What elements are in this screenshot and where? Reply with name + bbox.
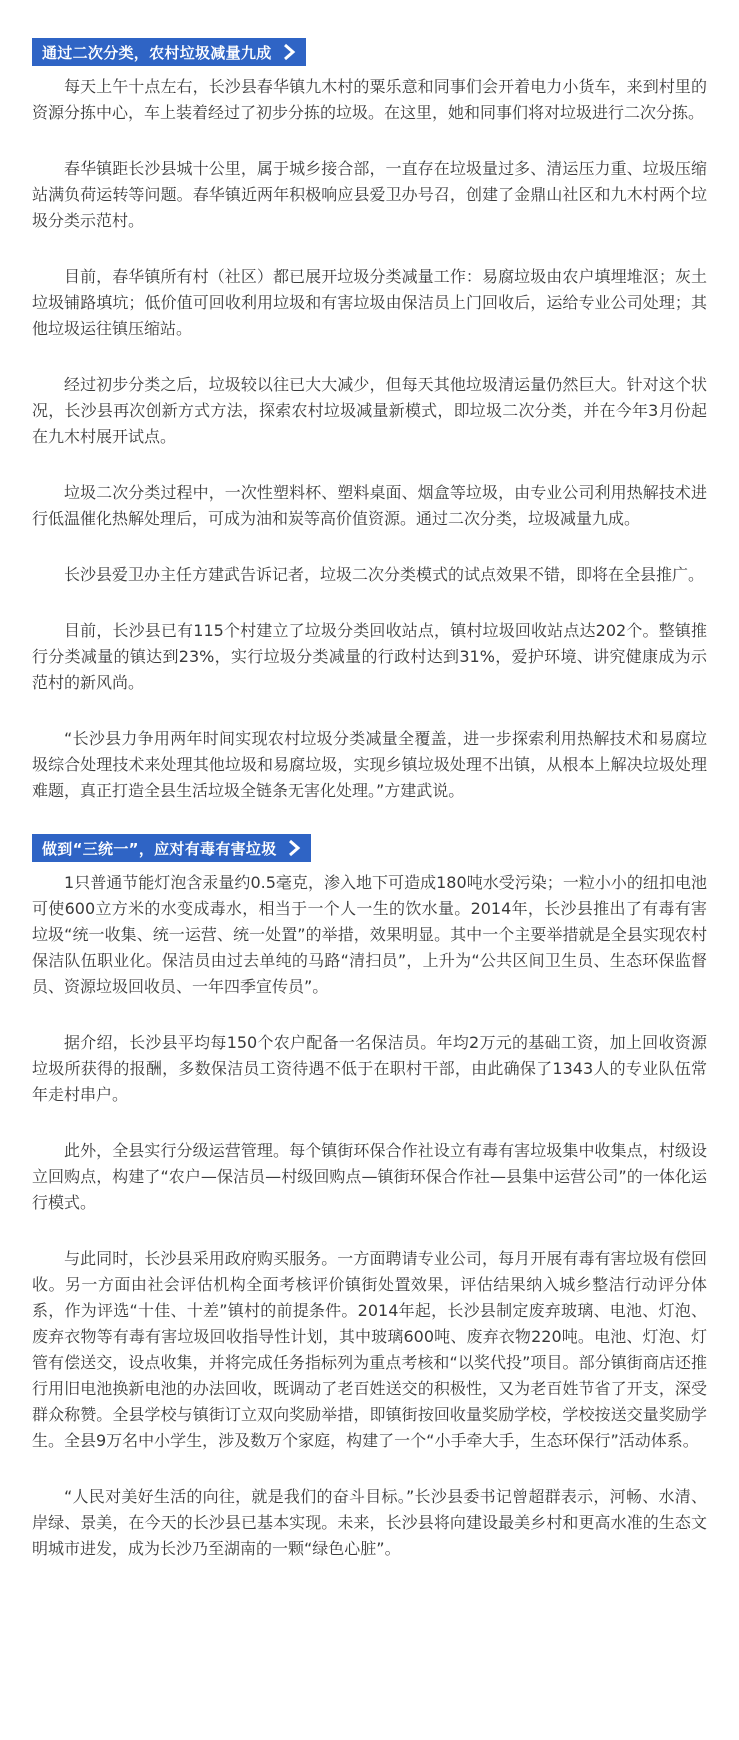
paragraph: 长沙县爱卫办主任方建武告诉记者，垃圾二次分类模式的试点效果不错，即将在全县推广。 — [64, 565, 705, 584]
paragraph: 目前，长沙县已有115个村建立了垃圾分类回收站点，镇村垃圾回收站点达202个。整镇推行分类减量的镇达到23%，实行垃圾分类减量的行政村达到31%，爱护环境、讲究健康成为示范村的新风尚。 — [32, 621, 707, 692]
paragraph: 据介绍，长沙县平均每150个农户配备一名保洁员。年均2万元的基础工资，加上回收资源垃圾所获得的报酬，多数保洁员工资待遇不低于在职村干部，由此确保了1343人的专业队伍常年走村串户。 — [32, 1033, 707, 1104]
paragraph: 目前，春华镇所有村（社区）都已展开垃圾分类减量工作：易腐垃圾由农户填埋堆沤；灰土垃圾铺路填坑；低价值可回收利用垃圾和有害垃圾由保洁员上门回收后，运给专业公司处理；其他垃圾运往镇压缩站。 — [32, 267, 707, 338]
paragraph: 此外，全县实行分级运营管理。每个镇街环保合作社设立有毒有害垃圾集中收集点，村级设立回购点，构建了“农户—保洁员—村级回购点—镇街环保合作社—县集中运营公司”的一体化运行模式。 — [32, 1141, 707, 1212]
chevron-right-icon — [280, 43, 298, 61]
paragraph: 每天上午十点左右，长沙县春华镇九木村的粟乐意和同事们会开着电力小货车，来到村里的资源分拣中心，车上装着经过了初步分拣的垃圾。在这里，她和同事们将对垃圾进行二次分拣。 — [32, 77, 707, 122]
paragraph: 垃圾二次分类过程中，一次性塑料杯、塑料桌面、烟盒等垃圾，由专业公司利用热解技术进行低温催化热解处理后，可成为油和炭等高价值资源。通过二次分类，垃圾减量九成。 — [32, 483, 707, 528]
paragraph: 经过初步分类之后，垃圾较以往已大大减少，但每天其他垃圾清运量仍然巨大。针对这个状况，长沙县再次创新方式方法，探索农村垃圾减量新模式，即垃圾二次分类，并在今年3月份起在九木村展开试点。 — [32, 375, 707, 446]
chevron-right-icon — [285, 839, 303, 857]
paragraph: 1只普通节能灯泡含汞量约0.5毫克，渗入地下可造成180吨水受污染；一粒小小的纽扣电池可使600立方米的水变成毒水，相当于一个人一生的饮水量。2014年，长沙县推出了有毒有害垃圾“统一收集、统一运营、统一处置”的举措，效果明显。其中一个主要举措就是全县实现农村保洁队伍职业化。保洁员由过去单纯的马路“清扫员”，上升为“公共区间卫生员、生态环保监督员、资源垃圾回收员、一年四季宣传员”。 — [32, 873, 707, 996]
section-header-2 — [32, 834, 311, 862]
paragraph: 与此同时，长沙县采用政府购买服务。一方面聘请专业公司，每月开展有毒有害垃圾有偿回收。另一方面由社会评估机构全面考核评价镇街处置效果，评估结果纳入城乡整洁行动评分体系，作为评选“十佳、十差”镇村的前提条件。2014年起，长沙县制定废弃玻璃、电池、灯泡、废弃衣物等有毒有害垃圾回收指导性计划，其中玻璃600吨、废弃衣物220吨。电池、灯泡、灯管有偿送交，设点收集，并将完成任务指标列为重点考核和“以奖代投”项目。部分镇街商店还推行用旧电池换新电池的办法回收，既调动了老百姓送交的积极性，又为老百姓节省了开支，深受群众称赞。全县学校与镇街订立双向奖励举措，即镇街按回收量奖励学校，学校按送交量奖励学生。全县9万名中小学生，涉及数万个家庭，构建了一个“小手牵大手，生态环保行”活动体系。 — [32, 1249, 707, 1450]
section-title-2: 做到“三统一”，应对有毒有害垃圾 — [42, 839, 277, 858]
paragraph: 春华镇距长沙县城十公里，属于城乡接合部，一直存在垃圾量过多、清运压力重、垃圾压缩站满负荷运转等问题。春华镇近两年积极响应县爱卫办号召，创建了金鼎山社区和九木村两个垃圾分类示范村。 — [32, 159, 707, 230]
section-header-1 — [32, 38, 306, 66]
paragraph: “人民对美好生活的向往，就是我们的奋斗目标。”长沙县委书记曾超群表示，河畅、水清、岸绿、景美，在今天的长沙县已基本实现。未来，长沙县将向建设最美乡村和更高水准的生态文明城市进发，成为长沙乃至湖南的一颗“绿色心脏”。 — [32, 1487, 707, 1558]
section-title-1: 通过二次分类，农村垃圾减量九成 — [42, 43, 272, 62]
paragraph: “长沙县力争用两年时间实现农村垃圾分类减量全覆盖，进一步探索利用热解技术和易腐垃圾综合处理技术来处理其他垃圾和易腐垃圾，实现乡镇垃圾处理不出镇，从根本上解决垃圾处理难题，真正打造全县生活垃圾全链条无害化处理。”方建武说。 — [32, 729, 707, 800]
